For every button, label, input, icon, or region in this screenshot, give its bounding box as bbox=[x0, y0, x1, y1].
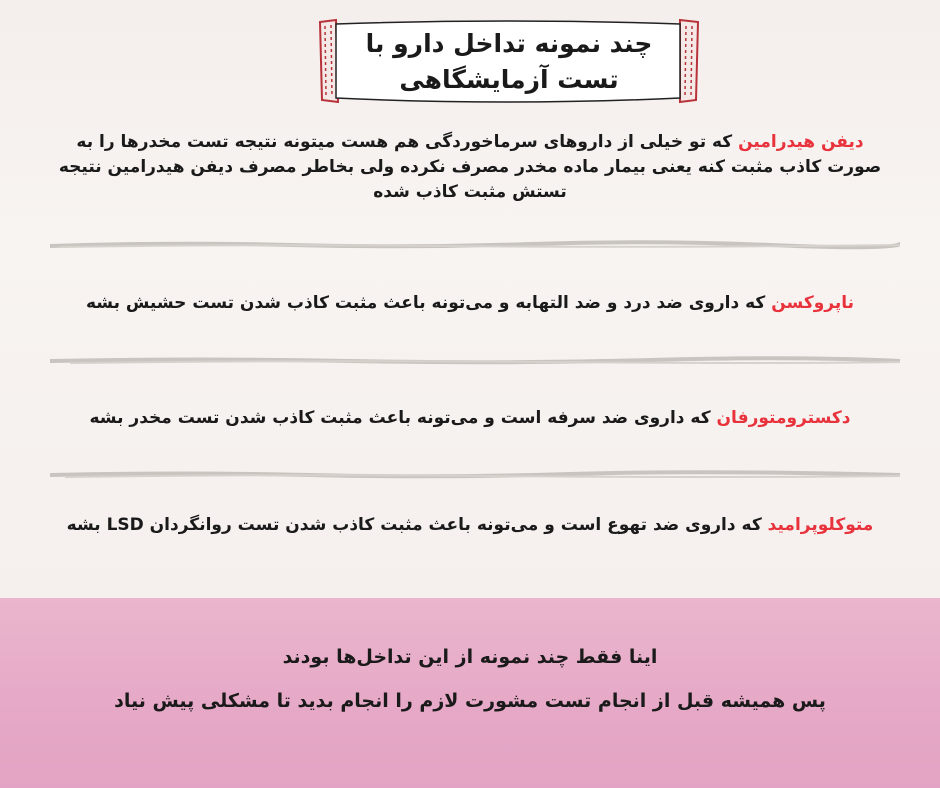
item-text: که داروی ضد درد و ضد التهابه و می‌تونه باعث مثبت کاذب شدن تست حشیش بشه bbox=[85, 293, 772, 313]
item-line-3: تستش مثبت کاذب شده bbox=[373, 182, 567, 202]
footer-line-1: اینا فقط چند نمونه از این تداخل‌ها بودند bbox=[282, 646, 658, 668]
item-text: که تو خیلی از داروهای سرماخوردگی هم هست میتونه نتیجه تست مخدرها را به bbox=[76, 132, 739, 152]
divider-3 bbox=[50, 468, 900, 482]
item-line-2: صورت کاذب مثبت کنه یعنی بیمار ماده مخدر مصرف نکرده ولی بخاطر مصرف دیفن هیدرامین نتیجه bbox=[58, 157, 882, 177]
page-title-line-1: چند نمونه تداخل دارو با bbox=[365, 29, 653, 58]
interaction-item-dextromethorphan bbox=[40, 406, 900, 431]
page-title-line-2: تست آزمایشگاهی bbox=[399, 65, 619, 94]
interaction-item-diphenhydramine bbox=[40, 130, 900, 205]
interaction-item-metoclopramide bbox=[40, 513, 900, 538]
item-line-1 bbox=[40, 130, 900, 155]
item-text: که داروی ضد تهوع است و می‌تونه باعث مثبت کاذب شدن تست روانگردان LSD بشه bbox=[66, 515, 768, 535]
title-banner bbox=[318, 18, 700, 104]
divider-1 bbox=[50, 238, 900, 252]
item-text: که داروی ضد سرفه است و می‌تونه باعث مثبت کاذب شدن تست مخدر بشه bbox=[89, 408, 717, 428]
drug-name: ناپروکسن bbox=[771, 293, 855, 313]
footer-line-2: پس همیشه قبل از انجام تست مشورت لازم را انجام بدید تا مشکلی پیش نیاد bbox=[114, 690, 826, 712]
drug-name: متوکلوپرامید bbox=[767, 515, 874, 535]
drug-name: دیفن هیدرامین bbox=[738, 132, 864, 152]
footer-panel bbox=[0, 598, 940, 788]
divider-2 bbox=[50, 354, 900, 368]
interaction-item-naproxen bbox=[40, 291, 900, 316]
page-title bbox=[318, 26, 700, 98]
drug-name: دکسترومتورفان bbox=[716, 408, 851, 428]
